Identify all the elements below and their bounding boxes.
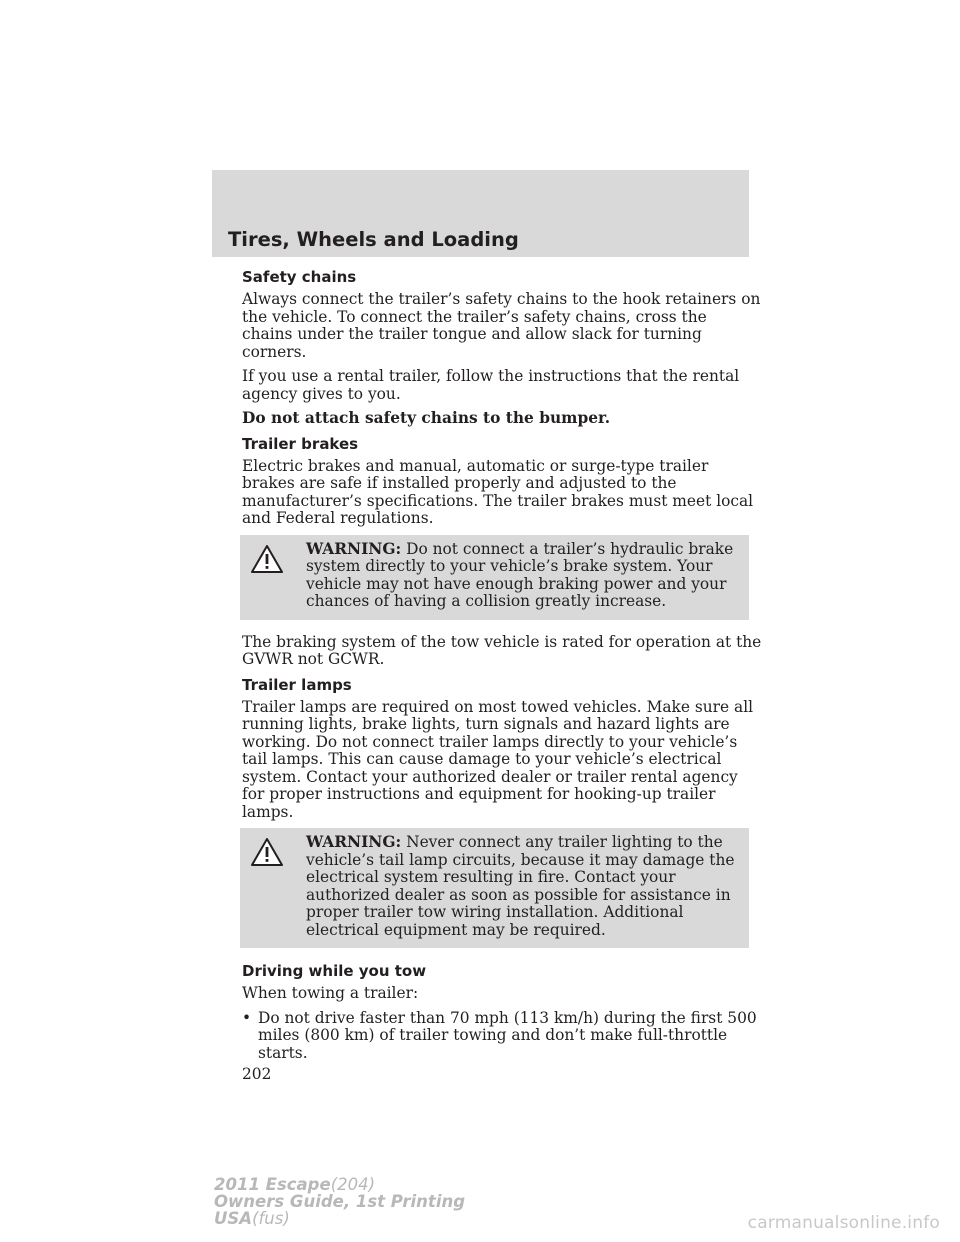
warning-box-brakes [240,535,749,620]
footer-market-code: (fus) [252,1209,290,1228]
list-item [242,1010,762,1063]
watermark: carmanualsonline.info [747,1213,940,1233]
heading-trailer-brakes: Trailer brakes [242,434,359,453]
warning-triangle-icon [250,544,284,574]
footer-model: 2011 Escape [214,1175,331,1194]
footer-market: USA [214,1209,253,1228]
paragraph: Electric brakes and manual, automatic or surge-type trailer brakes are safe if installed properly and adjusted to the manufacturer’s specifications. The trailer brakes must meet local and Federal regulations. [242,456,754,527]
section-header-band [212,170,749,257]
print-footer [214,1176,465,1227]
footer-edition: Owners Guide, 1st Printing [214,1192,466,1211]
heading-safety-chains: Safety chains [242,268,357,286]
bullet-icon: • [242,1008,252,1027]
warning-label: WARNING: [306,539,402,558]
paragraph: When towing a trailer: [242,984,419,1002]
heading-driving-while-tow: Driving while you tow [242,962,427,980]
page-number: 202 [242,1065,272,1083]
paragraph: The braking system of the tow vehicle is rated for operation at the GVWR not GCWR. [242,632,762,668]
list-item-text: Do not drive faster than 70 mph (113 km/h) during the first 500 miles (800 km) of trailer towing and don’t make full-throttle starts. [258,1008,757,1062]
paragraph: Trailer lamps are required on most towed vehicles. Make sure all running lights, brake lights, turn signals and hazard lights are working. Do not connect trailer lamps directly to your vehicle’s tail lamps. This can cause damage to your vehicle’s electrical system. Contact your authorized dealer or trailer rental agency for proper instructions and equipment for hooking-up trailer lamps. [242,697,754,821]
warning-triangle-icon [250,837,284,867]
paragraph: If you use a rental trailer, follow the instructions that the rental agency gives to you. [242,367,740,403]
warning-label: WARNING: [306,833,402,851]
bullet-list [242,1010,762,1063]
paragraph: Always connect the trailer’s safety chains to the hook retainers on the vehicle. To connect the trailer’s safety chains, cross the chains under the trailer tongue and allow slack for turning corners. [242,290,761,361]
heading-trailer-lamps: Trailer lamps [242,675,352,694]
warning-box-lamps [240,828,749,948]
warning-text: Do not connect a trailer’s hydraulic brake system directly to your vehicle’s brake system. Your vehicle may not have enough braking power and your chances of having a collision greatly increase. [306,539,734,610]
footer-model-code: (204) [330,1175,376,1194]
page-content [242,268,762,1084]
chapter-title: Tires, Wheels and Loading [228,228,519,251]
bold-note: Do not attach safety chains to the bumper. [242,409,611,427]
warning-text: Never connect any trailer lighting to the vehicle’s tail lamp circuits, because it may damage the electrical system resulting in fire. Contact your authorized dealer as soon as possible for assistance in proper trailer tow wiring installation. Additional electrical equipment may be required. [306,833,735,939]
